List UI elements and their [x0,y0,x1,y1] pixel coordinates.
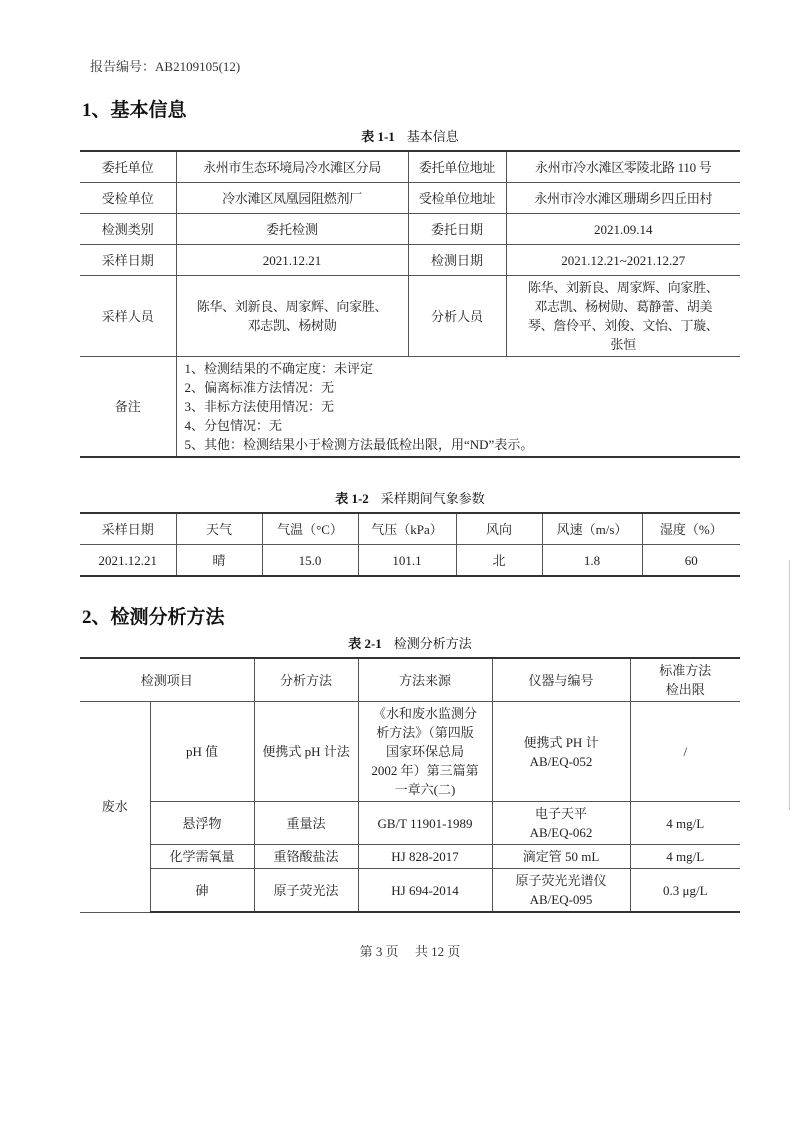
cell-source: HJ 828-2017 [358,845,492,869]
label-inspected-unit: 受检单位 [80,183,176,214]
column-header: 风速（m/s） [542,513,642,545]
report-number-label: 报告编号： [90,59,156,74]
weather-table [80,512,740,577]
total-prefix: 共 [414,944,428,959]
spacer [80,458,740,486]
value-sampling-personnel [176,276,408,357]
table-header-row [80,658,740,702]
column-header-source: 方法来源 [358,658,492,702]
report-number-value: AB2109105(12) [155,59,241,74]
limit-header-line: 检出限 [665,682,705,697]
column-header: 天气 [176,513,262,545]
table-2-1-caption [80,635,740,653]
note-item: 3、非标方法使用情况：无 [184,399,335,414]
label-notes: 备注 [80,357,176,458]
column-header: 风向 [456,513,542,545]
cell-method: 重铬酸盐法 [254,845,358,869]
cell-source: HJ 694-2014 [358,869,492,913]
instrument-line: 原子荧光光谱仪 [515,873,607,888]
column-header: 采样日期 [80,513,176,545]
note-item: 2、偏离标准方法情况：无 [184,380,335,395]
note-item: 1、检测结果的不确定度：未评定 [184,361,374,376]
value-inspected-address: 永州市冷水滩区珊瑚乡四丘田村 [506,183,740,214]
section-title-analysis-methods: 2、检测分析方法 [82,607,225,628]
column-header: 气温（°C） [262,513,358,545]
table-row [80,357,740,458]
cell-item: 悬浮物 [150,802,254,845]
page-word: 页 [385,944,399,959]
table-row [80,151,740,183]
source-line: 《水和废水监测分 [373,706,478,721]
instrument-line: AB/EQ-062 [529,825,593,840]
column-header-item: 检测项目 [80,658,254,702]
cell-temperature: 15.0 [262,545,358,577]
source-line: 析方法》（第四版 [376,725,474,740]
value-commission-date: 2021.09.14 [506,214,740,245]
cell-method: 便携式 pH 计法 [254,702,358,802]
source-line: 国家环保总局 [386,744,465,759]
page-total: 12 [431,944,445,959]
label-sampling-date: 采样日期 [80,245,176,276]
label-client: 委托单位 [80,151,176,183]
column-header: 气压（kPa） [358,513,456,545]
table-row [80,545,740,577]
page-current: 3 [375,944,383,959]
basic-info-table [80,150,740,458]
personnel-line: 张恒 [610,337,636,352]
caption-text: 基本信息 [406,129,459,144]
caption-number: 表 1-1 [361,129,395,144]
category-wastewater: 废水 [80,702,150,913]
cell-date: 2021.12.21 [80,545,176,577]
table-header-row [80,513,740,545]
value-inspected-unit: 冷水滩区凤凰园阻燃剂厂 [176,183,408,214]
page-suffix: 页 [447,944,461,959]
value-test-date: 2021.12.21~2021.12.27 [506,245,740,276]
value-client-address: 永州市冷水滩区零陵北路 110 号 [506,151,740,183]
cell-wind-direction: 北 [456,545,542,577]
value-test-type: 委托检测 [176,214,408,245]
instrument-line: AB/EQ-095 [529,892,593,907]
note-item: 4、分包情况：无 [184,418,283,433]
table-row [80,276,740,357]
cell-instrument [492,869,630,913]
value-sampling-date: 2021.12.21 [176,245,408,276]
label-inspected-address: 受检单位地址 [408,183,506,214]
source-line: 一章六(二) [394,782,456,797]
caption-text: 采样期间气象参数 [380,491,485,506]
limit-header-line: 标准方法 [659,663,712,678]
column-header-limit [630,658,740,702]
cell-item: pH 值 [150,702,254,802]
label-sampling-personnel: 采样人员 [80,276,176,357]
cell-limit: 4 mg/L [630,845,740,869]
cell-wind-speed: 1.8 [542,545,642,577]
table-row [80,702,740,802]
column-header-method: 分析方法 [254,658,358,702]
page-edge-mark [789,560,790,810]
value-client: 永州市生态环境局冷水滩区分局 [176,151,408,183]
cell-limit: 0.3 μg/L [630,869,740,913]
personnel-line: 陈华、刘新良、周家辉、向家胜、 [196,299,388,314]
caption-text: 检测分析方法 [393,636,472,651]
cell-method: 原子荧光法 [254,869,358,913]
cell-instrument [492,802,630,845]
analysis-methods-table [80,657,740,913]
caption-number: 表 1-2 [335,491,369,506]
caption-number: 表 2-1 [348,636,382,651]
instrument-line: 电子天平 [535,806,588,821]
cell-limit: / [630,702,740,802]
cell-limit: 4 mg/L [630,802,740,845]
value-analysis-personnel [506,276,740,357]
cell-humidity: 60 [642,545,740,577]
source-line: 2002 年）第三篇第 [371,763,479,778]
personnel-line: 邓志凯、杨树勋、葛静蕾、胡美 [534,299,713,314]
personnel-line: 陈华、刘新良、周家辉、向家胜、 [527,280,719,295]
label-analysis-personnel: 分析人员 [408,276,506,357]
cell-source [358,702,492,802]
cell-instrument: 滴定管 50 mL [492,845,630,869]
page-prefix: 第 [359,944,373,959]
instrument-line: AB/EQ-052 [529,753,593,769]
notes-content [176,357,740,458]
table-row [80,245,740,276]
cell-instrument [492,702,630,802]
label-client-address: 委托单位地址 [408,151,506,183]
table-1-2-caption [80,490,740,508]
note-item: 5、其他：检测结果小于检测方法最低检出限，用“ND”表示。 [184,437,534,452]
page-footer [80,943,740,961]
table-row [80,845,740,869]
cell-weather: 晴 [176,545,262,577]
cell-source: GB/T 11901-1989 [358,802,492,845]
instrument-line: 便携式 PH 计 [523,734,599,750]
cell-method: 重量法 [254,802,358,845]
table-row [80,869,740,913]
label-commission-date: 委托日期 [408,214,506,245]
section-title-basic-info: 1、基本信息 [82,100,187,121]
cell-item: 化学需氧量 [150,845,254,869]
label-test-type: 检测类别 [80,214,176,245]
column-header-instrument: 仪器与编号 [492,658,630,702]
personnel-line: 琴、詹伶平、刘俊、文怡、丁璇、 [527,318,719,333]
table-row [80,214,740,245]
column-header: 湿度（%） [642,513,740,545]
table-row [80,183,740,214]
table-row [80,802,740,845]
personnel-line: 邓志凯、杨树勋 [247,318,337,333]
cell-pressure: 101.1 [358,545,456,577]
cell-item: 砷 [150,869,254,913]
label-test-date: 检测日期 [408,245,506,276]
table-1-1-caption [80,128,740,146]
report-number [80,58,740,76]
